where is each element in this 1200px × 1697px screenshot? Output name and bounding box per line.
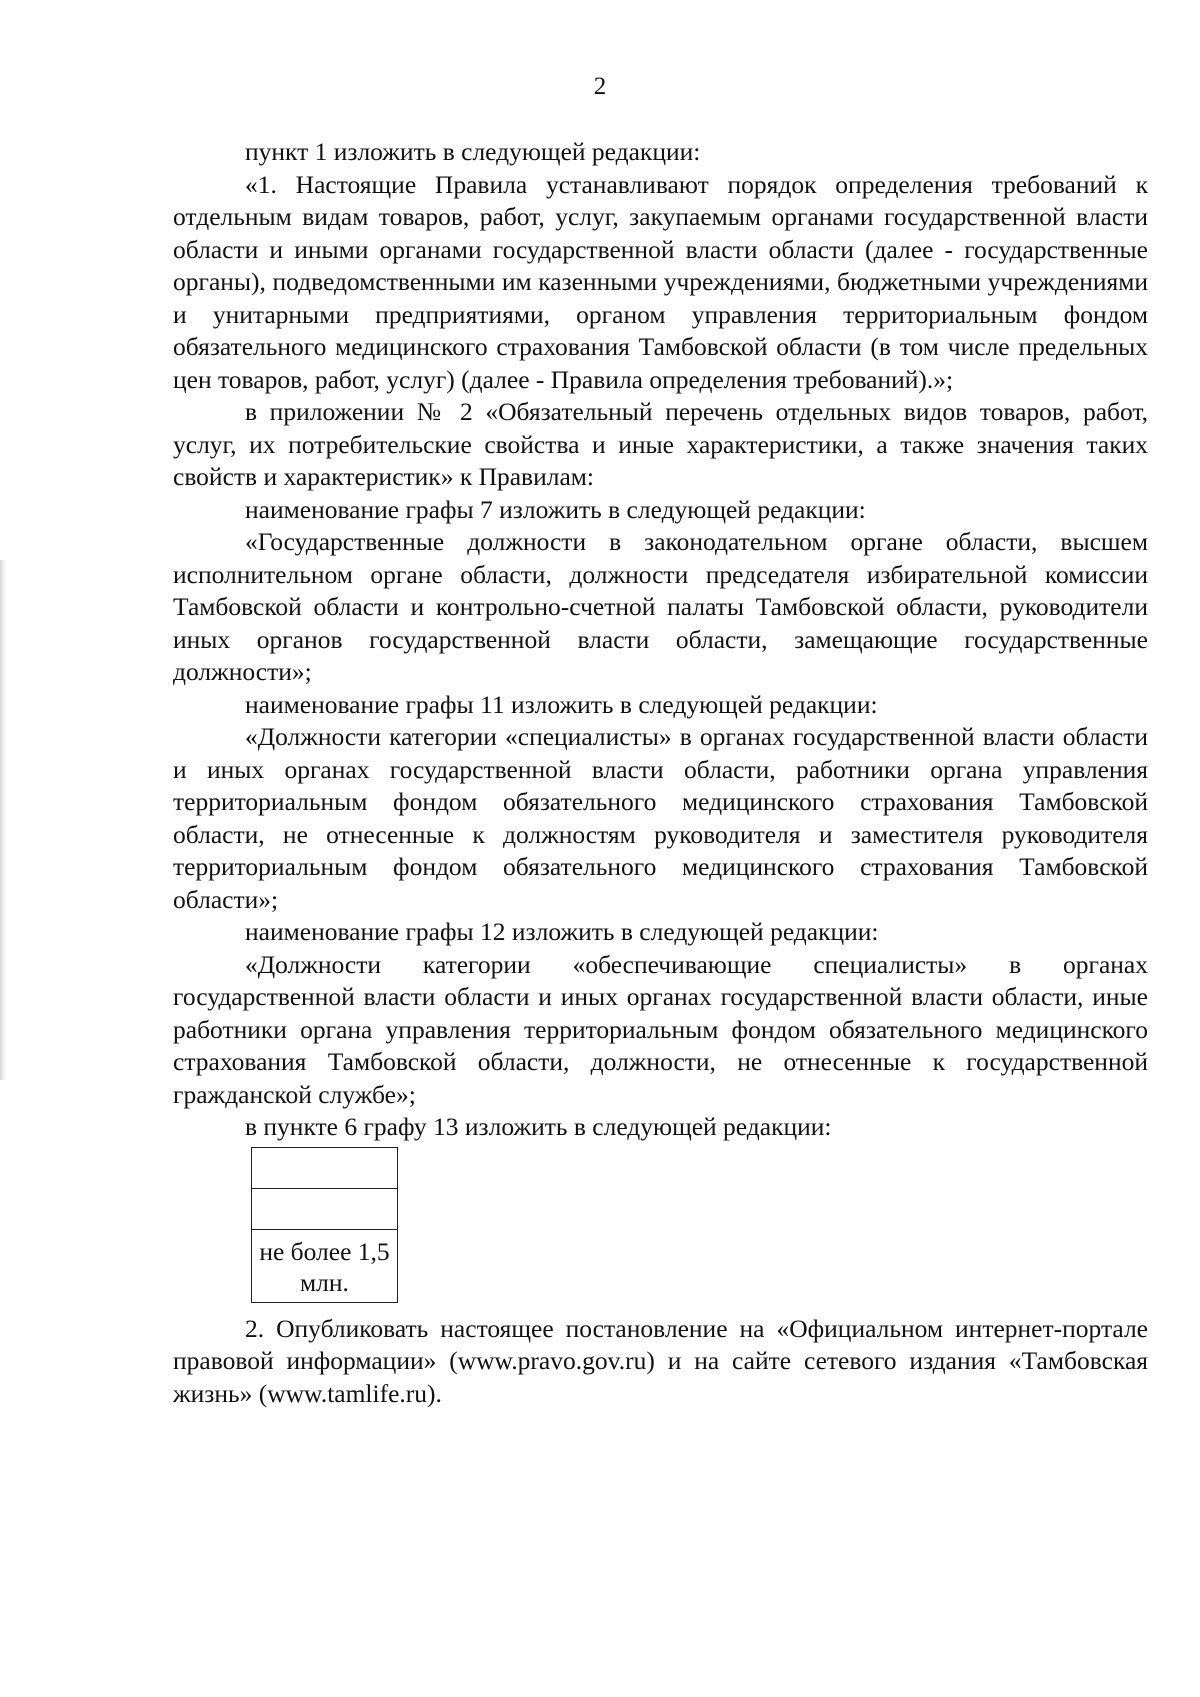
- paragraph: «1. Настоящие Правила устанавливают порядок определения требований к отдельным видам товаров, работ, услуг, закупаемым органами государственной власти области и иными органами государственной власти области (далее - государственные органы), подведомственными им казенными учреждениями, бюджетными учреждениями и унитарными предприятиями, органом управления территориальным фондом обязательного медицинского страхования Тамбовской области (в том числе предельных цен товаров, работ, услуг) (далее - Правила определения требований).»;: [173, 169, 1148, 394]
- paragraph: «Должности категории «обеспечивающие специалисты» в органах государственной власти области и иных органах государственной власти области, иные работники органа управления территориальным фондом обязательного медицинского страхования Тамбовской области, должности, не отнесенные к государственной гражданской службе»;: [173, 949, 1148, 1109]
- table-row: [252, 1229, 398, 1302]
- paragraph: 2. Опубликовать настоящее постановление на «Официальном интернет-портале правовой информации» (www.pravo.gov.ru) и на сайте сетевого издания «Тамбовская жизнь» (www.tamlife.ru).: [173, 1313, 1148, 1408]
- column-13-table: [251, 1147, 398, 1303]
- table-row: [252, 1147, 398, 1188]
- page-number: 2: [593, 73, 607, 100]
- paragraph: наименование графы 12 изложить в следующей редакции:: [245, 917, 879, 946]
- column-13-table-wrapper: [251, 1147, 1148, 1303]
- paragraph: «Государственные должности в законодательном органе области, высшем исполнительном органе области, должности председателя избирательной комиссии Тамбовской области и контрольно-счетной палаты Тамбовской области, руководители иных органов государственной власти области, замещающие государственные должности»;: [173, 527, 1148, 686]
- table-cell: [252, 1188, 398, 1229]
- paragraph: «Должности категории «специалисты» в органах государственной власти области и иных органах государственной власти области, работники органа управления территориальным фондом обязательного медицинского страхования Тамбовской области, не отнесенные к должностям руководителя и заместителя руководителя территориальным фондом обязательного медицинского страхования Тамбовской области»;: [173, 722, 1148, 914]
- scan-edge-shadow: [0, 560, 7, 1080]
- table-cell: [252, 1147, 398, 1188]
- document-body: [173, 136, 1148, 1410]
- table-cell-value: не более 1,5 млн.: [252, 1229, 398, 1302]
- paragraph: в приложении № 2 «Обязательный перечень отдельных видов товаров, работ, услуг, их потребительские свойства и иные характеристики, а также значения таких свойств и характеристик» к Правилам:: [173, 397, 1148, 491]
- paragraph: пункт 1 изложить в следующей редакции:: [245, 137, 701, 166]
- paragraph: в пункте 6 графу 13 изложить в следующей редакции:: [245, 1112, 832, 1141]
- table-row: [252, 1188, 398, 1229]
- paragraph: наименование графы 7 изложить в следующей редакции:: [245, 494, 866, 524]
- paragraph: наименование графы 11 изложить в следующей редакции:: [245, 689, 878, 719]
